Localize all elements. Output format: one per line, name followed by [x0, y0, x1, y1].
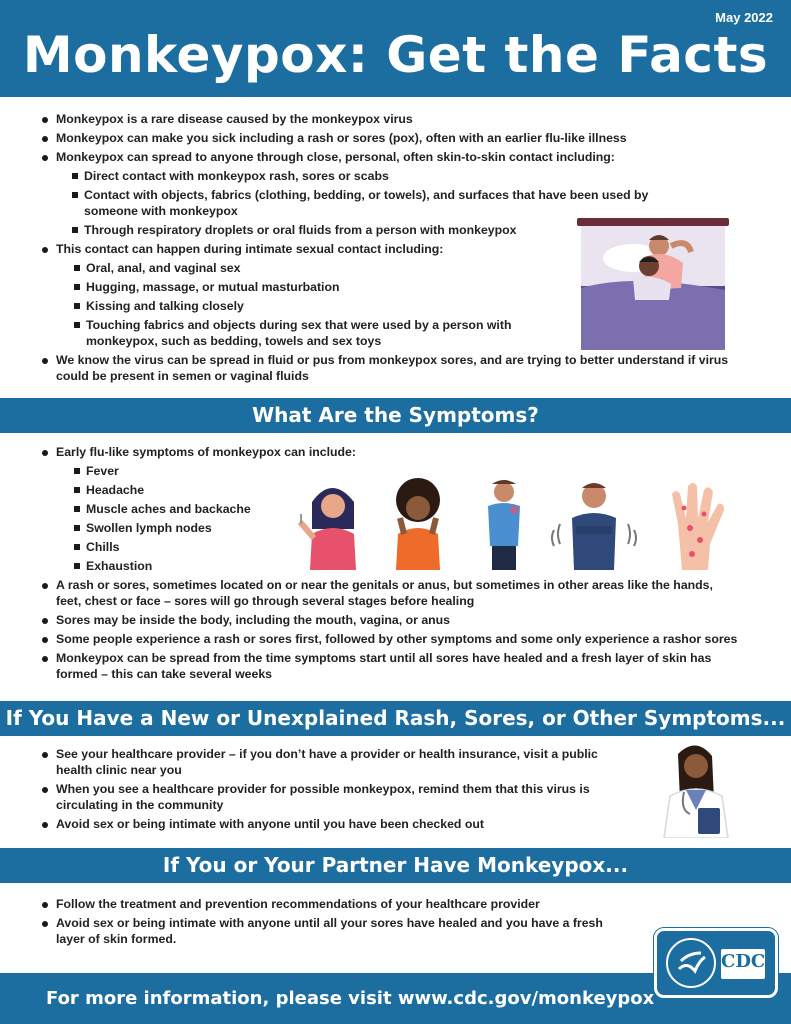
partner-section: [34, 896, 614, 950]
couple-in-bed-illustration: [573, 218, 733, 350]
list-item: Early flu-like symptoms of monkeypox can include:: [34, 444, 754, 460]
list-item: Monkeypox can be spread from the time symptoms start until all sores have healed and a fresh layer of skin has formed – this can take several weeks: [34, 650, 746, 682]
symptom-item: Muscle aches and backache: [34, 501, 754, 517]
rash-heading: If You Have a New or Unexplained Rash, Sores, or Other Symptoms...: [0, 701, 791, 736]
list-subitem: Oral, anal, and vaginal sex: [34, 260, 754, 276]
cdc-logo: [654, 928, 778, 998]
list-item: Avoid sex or being intimate with anyone until you have been checked out: [34, 816, 654, 832]
list-item: Sores may be inside the body, including the mouth, vagina, or anus: [34, 612, 754, 628]
list-item: Monkeypox can make you sick including a rash or sores (pox), often with an earlier flu-like illness: [34, 130, 754, 146]
symptoms-illustration: [292, 474, 742, 574]
list-subitem: Through respiratory droplets or oral fluids from a person with monkeypox: [34, 222, 754, 238]
publication-date: May 2022: [715, 10, 773, 25]
symptom-item: Chills: [34, 539, 754, 555]
page-title: Monkeypox: Get the Facts: [22, 26, 769, 84]
symptoms-heading: What Are the Symptoms?: [0, 398, 791, 433]
fever-icon: [300, 488, 356, 570]
cdc-logo-text: CDC: [721, 951, 766, 972]
page-header: [0, 0, 791, 97]
symptom-item: Headache: [34, 482, 754, 498]
list-subitem: Touching fabrics and objects during sex that were used by a person with monkeypox, such as bedding, towels and sex toys: [34, 317, 526, 349]
list-item: This contact can happen during intimate sexual contact including:: [34, 241, 754, 257]
list-item: We know the virus can be spread in fluid or pus from monkeypox sores, and are trying to better understand if virus could be present in semen or vaginal fluids: [34, 352, 756, 384]
rash-list: [34, 746, 654, 832]
symptom-item: Fever: [34, 463, 754, 479]
chills-icon: [552, 483, 636, 570]
list-item: Follow the treatment and prevention recommendations of your healthcare provider: [34, 896, 614, 912]
footer-link-text[interactable]: For more information, please visit www.cdc.gov/monkeypox: [46, 988, 655, 1009]
list-item: Monkeypox is a rare disease caused by the monkeypox virus: [34, 111, 754, 127]
list-item: Avoid sex or being intimate with anyone until all your sores have healed and you have a fresh layer of skin formed.: [34, 915, 616, 947]
list-subitem: Hugging, massage, or mutual masturbation: [34, 279, 754, 295]
list-item: Monkeypox can spread to anyone through close, personal, often skin-to-skin contact including:: [34, 149, 754, 165]
rash-hand-icon: [672, 483, 724, 570]
list-subitem: Contact with objects, fabrics (clothing, bedding, or towels), and surfaces that have been used by someone with monkeypox: [34, 187, 694, 219]
backache-icon: [488, 480, 520, 570]
rash-section: [34, 746, 654, 835]
list-item: A rash or sores, sometimes located on or near the genitals or anus, but sometimes in other areas like the hands, feet, chest or face – sores will go through several stages before healing: [34, 577, 736, 609]
list-subitem: Kissing and talking closely: [34, 298, 754, 314]
list-subitem: Direct contact with monkeypox rash, sores or scabs: [34, 168, 754, 184]
list-item: See your healthcare provider – if you don’t have a provider or health insurance, visit a public health clinic near you: [34, 746, 616, 778]
partner-list: [34, 896, 614, 947]
list-item: When you see a healthcare provider for possible monkeypox, remind them that this virus is circulating in the community: [34, 781, 646, 813]
symptom-item: Swollen lymph nodes: [34, 520, 754, 536]
symptom-item: Exhaustion: [34, 558, 754, 574]
partner-heading: If You or Your Partner Have Monkeypox...: [0, 848, 791, 883]
doctor-illustration: [650, 740, 742, 838]
list-item: Some people experience a rash or sores first, followed by other symptoms and some only experience a rashor sores: [34, 631, 754, 647]
headache-icon: [396, 478, 440, 570]
